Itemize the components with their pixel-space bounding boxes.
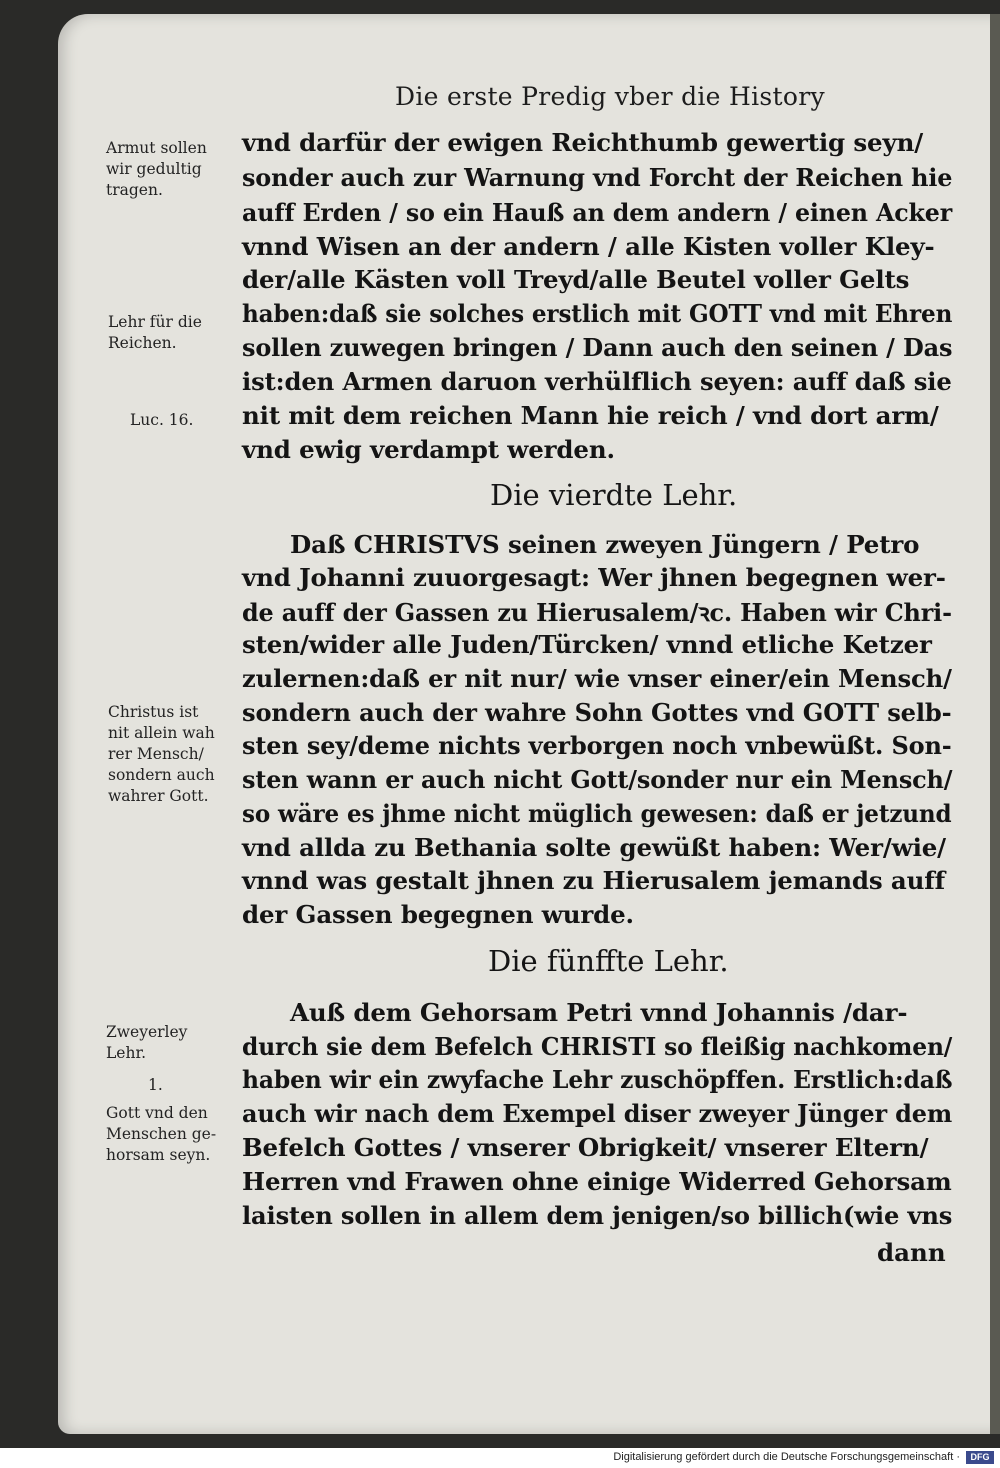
- body-line: laisten sollen in allem dem jenigen/so billich(wie vns: [242, 1201, 953, 1230]
- body-line: sten/wider alle Juden/Türcken/ vnnd etliche Ketzer: [242, 630, 932, 659]
- body-line: durch sie dem Befelch CHRISTI so fleißig nachkomen/: [242, 1032, 953, 1061]
- margin-note: Christus ist nit allein wah rer Mensch/ sondern auch wahrer Gott.: [108, 703, 215, 805]
- section-heading: Die vierdte Lehr.: [490, 478, 738, 512]
- body-line: auff Erden / so ein Hauß an dem andern / einen Acker: [242, 198, 953, 227]
- dfg-logo: DFG: [966, 1451, 994, 1464]
- section-heading: Die fünffte Lehr.: [488, 944, 729, 978]
- body-line: Auß dem Gehorsam Petri vnnd Johannis /dar-: [290, 998, 908, 1027]
- body-line: vnd darfür der ewigen Reichthumb gewertig seyn/: [242, 128, 924, 157]
- body-line: vnnd Wisen an der andern / alle Kisten voller Kley-: [242, 232, 935, 261]
- body-line: Befelch Gottes / vnserer Obrigkeit/ vnserer Eltern/: [242, 1133, 929, 1162]
- body-line: nit mit dem reichen Mann hie reich / vnd dort arm/: [242, 401, 939, 430]
- body-line: der Gassen begegnen wurde.: [242, 900, 634, 929]
- funding-credit: Digitalisierung gefördert durch die Deutsche Forschungsgemeinschaft ·: [613, 1451, 960, 1463]
- body-line: auch wir nach dem Exempel diser zweyer Jünger dem: [242, 1099, 953, 1128]
- margin-note: Lehr für die Reichen.: [108, 313, 202, 352]
- body-line: sten wann er auch nicht Gott/sonder nur ein Mensch/: [242, 765, 953, 794]
- body-line: vnnd was gestalt jhnen zu Hierusalem jemands auff: [242, 866, 946, 895]
- page-edge: [990, 14, 1000, 1434]
- body-line: sonder auch zur Warnung vnd Forcht der Reichen hie: [242, 163, 953, 192]
- margin-note: Luc. 16.: [130, 411, 194, 429]
- margin-note: 1.: [148, 1076, 163, 1094]
- margin-note: Zweyerley Lehr.: [106, 1023, 188, 1062]
- body-line: Daß CHRISTVS seinen zweyen Jüngern / Petro: [290, 530, 920, 559]
- body-line: Herren vnd Frawen ohne einige Widerred Gehorsam: [242, 1167, 952, 1196]
- body-line: vnd Johanni zuuorgesagt: Wer jhnen begegnen wer-: [242, 563, 946, 592]
- body-line: vnd allda zu Bethania solte gewüßt haben: Wer/wie/: [242, 833, 946, 862]
- body-line: de auff der Gassen zu Hierusalem/ꝛc. Haben wir Chri-: [242, 598, 952, 627]
- catchword: dann: [877, 1238, 946, 1267]
- body-line: vnd ewig verdampt werden.: [242, 435, 615, 464]
- margin-note: Gott vnd den Menschen ge- horsam seyn.: [106, 1104, 217, 1164]
- body-line: so wäre es jhme nicht müglich gewesen: daß er jetzund: [242, 799, 952, 828]
- body-line: haben:daß sie solches erstlich mit GOTT vnd mit Ehren: [242, 299, 953, 328]
- body-line: sollen zuwegen bringen / Dann auch den seinen / Das: [242, 333, 953, 362]
- body-line: sondern auch der wahre Sohn Gottes vnd GOTT selb-: [242, 698, 952, 727]
- body-line: der/alle Kästen voll Treyd/alle Beutel voller Gelts: [242, 265, 910, 294]
- body-line: ist:den Armen daruon verhülflich seyen: auff daß sie: [242, 367, 952, 396]
- body-line: zulernen:daß er nit nur/ wie vnser einer/ein Mensch/: [242, 664, 952, 693]
- margin-note: Armut sollen wir gedultig tragen.: [106, 139, 207, 199]
- body-line: sten sey/deme nichts verborgen noch vnbewüßt. Son-: [242, 731, 952, 760]
- footer-bar: [0, 1448, 1000, 1468]
- body-line: haben wir ein zwyfache Lehr zuschöpffen. Erstlich:daß: [242, 1065, 953, 1094]
- running-head: Die erste Predig vber die History: [395, 82, 825, 111]
